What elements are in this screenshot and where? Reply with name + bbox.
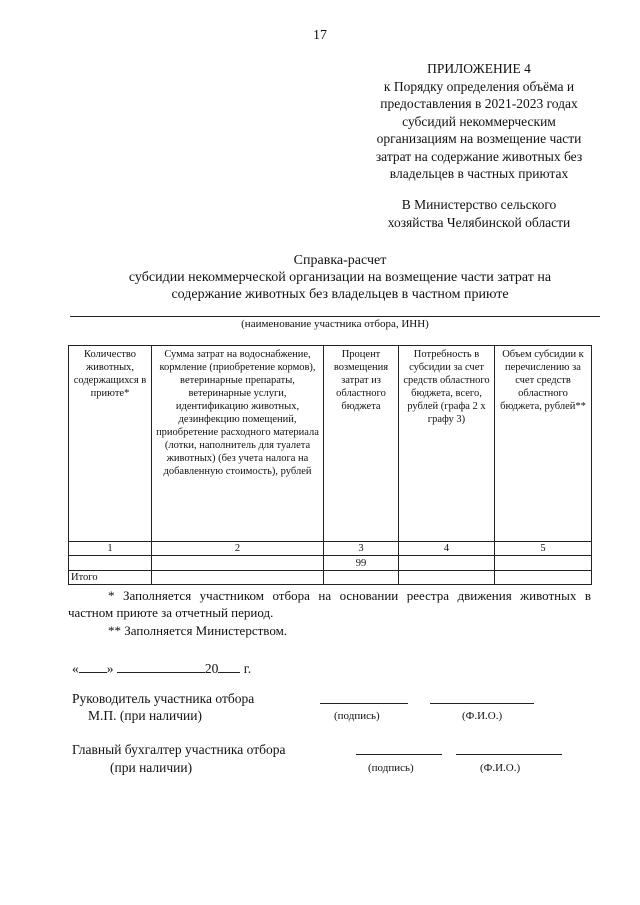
appendix-block bbox=[348, 60, 610, 183]
header-subsidy-amount: Объем субсидии к перечислению за счет средств областного бюджета, рублей** bbox=[495, 346, 592, 542]
total-percent bbox=[324, 571, 399, 585]
calculation-table bbox=[68, 345, 592, 585]
document-title-line: содержание животных без владельцев в частном приюте bbox=[171, 287, 509, 302]
participant-name-caption: (наименование участника отбора, ИНН) bbox=[241, 318, 429, 330]
head-signatory-label: Руководитель участника отбора bbox=[72, 691, 255, 706]
head-name-field[interactable] bbox=[430, 703, 534, 704]
day-field[interactable] bbox=[79, 660, 107, 673]
cell-animal-count[interactable] bbox=[69, 556, 152, 571]
document-title-line: Справка-расчет bbox=[293, 253, 387, 268]
date-open-quote: « bbox=[72, 661, 79, 676]
head-signature-caption: (подпись) bbox=[334, 710, 380, 722]
total-subsidy-amount[interactable] bbox=[495, 571, 592, 585]
table-header-row bbox=[69, 346, 592, 542]
document-title-line: субсидии некоммерческой организации на возмещение части затрат на bbox=[128, 270, 552, 285]
cell-cost-sum[interactable] bbox=[152, 556, 324, 571]
year-suffix: г. bbox=[243, 661, 252, 676]
accountant-name-caption: (Ф.И.О.) bbox=[480, 762, 521, 774]
month-field[interactable] bbox=[117, 660, 205, 673]
footnote-registry: * Заполняется участником отбора на основании реестра движения животных в частном приюте за отчетный период. bbox=[68, 588, 591, 620]
date-line bbox=[72, 660, 251, 677]
appendix-line: затрат на содержание животных без bbox=[375, 148, 583, 164]
footnote-ministry: ** Заполняется Министерством. bbox=[108, 623, 288, 638]
total-row bbox=[69, 571, 592, 585]
data-row bbox=[69, 556, 592, 571]
document-title bbox=[60, 252, 620, 303]
head-name-caption: (Ф.И.О.) bbox=[462, 710, 503, 722]
cell-reimbursement-percent: 99 bbox=[324, 556, 399, 571]
participant-name-field[interactable] bbox=[70, 316, 600, 317]
accountant-presence-label: (при наличии) bbox=[110, 760, 193, 775]
appendix-title: ПРИЛОЖЕНИЕ 4 bbox=[427, 61, 531, 76]
column-number: 4 bbox=[399, 542, 495, 556]
cell-subsidy-need[interactable] bbox=[399, 556, 495, 571]
column-number: 1 bbox=[69, 542, 152, 556]
accountant-name-field[interactable] bbox=[456, 754, 562, 755]
addressee-block bbox=[348, 196, 610, 232]
total-subsidy-need[interactable] bbox=[399, 571, 495, 585]
addressee-line: хозяйства Челябинской области bbox=[387, 215, 571, 230]
appendix-line: к Порядку определения объёма и bbox=[383, 78, 575, 94]
appendix-line: предоставления в 2021-2023 годах bbox=[380, 96, 578, 111]
accountant-signature-caption: (подпись) bbox=[368, 762, 414, 774]
column-number: 5 bbox=[495, 542, 592, 556]
header-animal-count: Количество животных, содержащихся в приюте* bbox=[69, 346, 152, 542]
header-subsidy-need: Потребность в субсидии за счет средств областного бюджета, всего, рублей (графа 2 х графу 3) bbox=[399, 346, 495, 542]
total-label: Итого bbox=[69, 571, 152, 585]
header-reimbursement-percent: Процент возмещения затрат из областного бюджета bbox=[324, 346, 399, 542]
addressee-line: В Министерство сельского bbox=[401, 197, 557, 212]
appendix-line: владельцев в частных приютах bbox=[389, 166, 569, 181]
head-signature-field[interactable] bbox=[320, 703, 408, 704]
column-number: 2 bbox=[152, 542, 324, 556]
year-prefix: 20 bbox=[204, 661, 219, 676]
column-number: 3 bbox=[324, 542, 399, 556]
total-cost-sum[interactable] bbox=[152, 571, 324, 585]
head-stamp-label: М.П. (при наличии) bbox=[88, 708, 202, 723]
page-number: 17 bbox=[313, 28, 327, 43]
date-close-quote: » bbox=[106, 661, 114, 676]
appendix-line: организациям на возмещение части bbox=[376, 131, 582, 146]
cell-subsidy-amount[interactable] bbox=[495, 556, 592, 571]
column-numbers-row bbox=[69, 542, 592, 556]
year-field[interactable] bbox=[218, 660, 240, 673]
header-cost-sum: Сумма затрат на водоснабжение, кормление (приобретение кормов), ветеринарные препараты, ветеринарные услуги, идентификацию животных, дезинфекцию помещений, приобретение расходного материала (лотки, наполнитель для туалета животных) (без учета налога на добавленную стоимость), рублей bbox=[152, 346, 324, 542]
accountant-signatory-label: Главный бухгалтер участника отбора bbox=[72, 742, 286, 757]
appendix-line: субсидий некоммерческим bbox=[402, 113, 556, 129]
accountant-signature-field[interactable] bbox=[356, 754, 442, 755]
